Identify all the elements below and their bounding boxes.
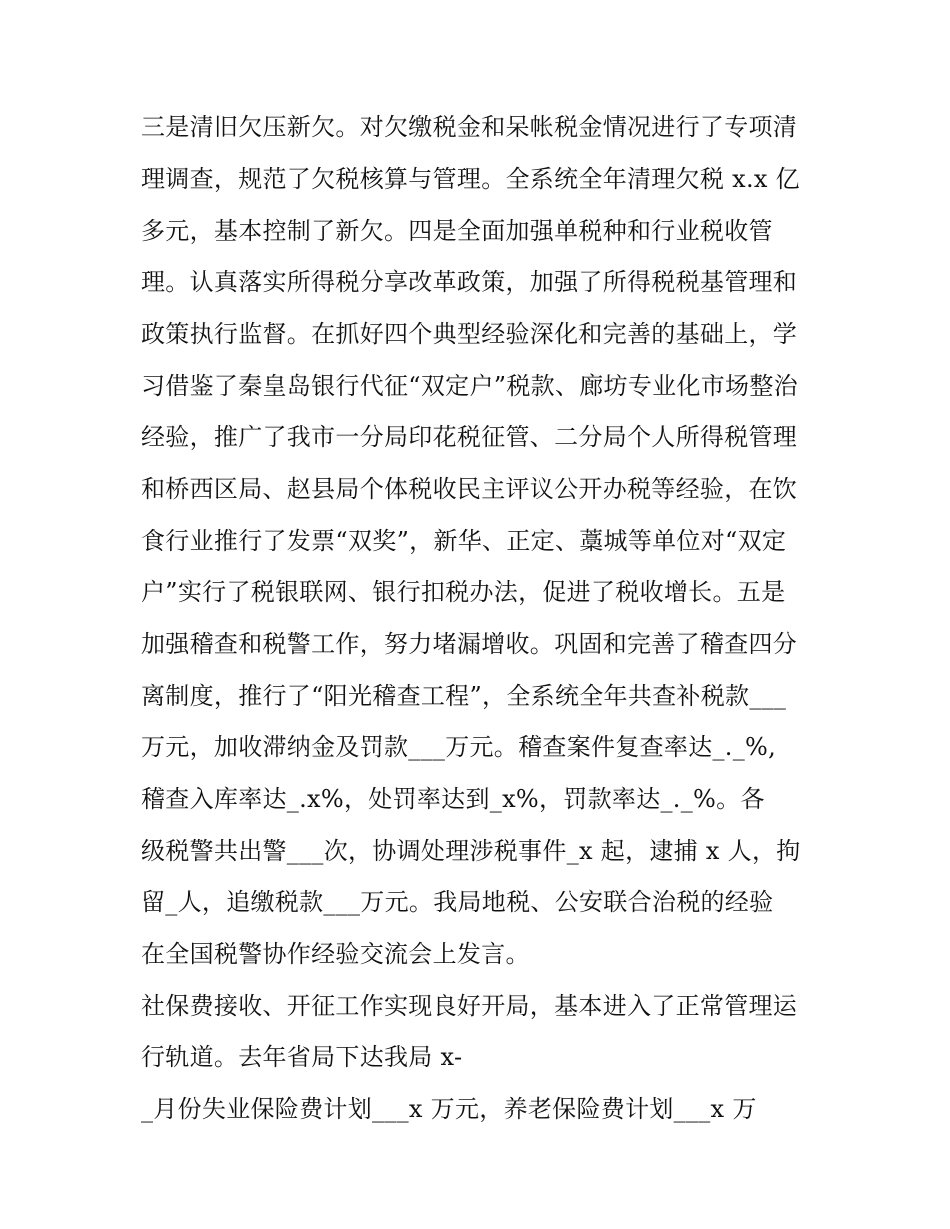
text-line: 经验，推广了我市一分局印花税征管、二分局个人所得税管理 — [141, 423, 798, 451]
text-line: 留_人，追缴税款___万元。我局地税、公安联合治税的经验 — [141, 888, 774, 916]
text-line: 在全国税警协作经验交流会上发言。 — [141, 940, 530, 968]
text-line: 理。认真落实所得税分享改革政策，加强了所得税税基管理和 — [141, 268, 798, 296]
text-line: 政策执行监督。在抓好四个典型经验深化和完善的基础上，学 — [141, 320, 798, 348]
text-line: 多元，基本控制了新欠。四是全面加强单税种和行业税收管 — [141, 217, 773, 245]
text-line: 食行业推行了发票“双奖”，新华、正定、藁城等单位对“双定 — [141, 527, 787, 555]
text-line: 稽查入库率达_.x%，处罚率达到_x%，罚款率达_._%。各 — [141, 785, 765, 813]
text-line: _月份失业保险费计划___x 万元，养老保险费计划___x 万 — [141, 1095, 757, 1123]
text-line: 级税警共出警___次，协调处理涉税事件_x 起，逮捕 x 人，拘 — [141, 837, 801, 865]
text-line: 户”实行了税银联网、银行扣税办法，促进了税收增长。五是 — [141, 578, 786, 606]
text-line: 和桥西区局、赵县局个体税收民主评议公开办税等经验，在饮 — [141, 475, 798, 503]
text-line: 三是清旧欠压新欠。对欠缴税金和呆帐税金情况进行了专项清 — [141, 113, 798, 141]
text-line: 理调查，规范了欠税核算与管理。全系统全年清理欠税 x.x 亿 — [141, 165, 800, 193]
text-line: 习借鉴了秦皇岛银行代征“双定户”税款、廊坊专业化市场整治 — [141, 372, 798, 400]
text-line: 万元，加收滞纳金及罚款___万元。稽查案件复查率达_._%, — [141, 733, 777, 761]
text-line: 行轨道。去年省局下达我局 x- — [141, 1043, 463, 1071]
text-line: 离制度，推行了“阳光稽查工程”，全系统全年共查补税款___ — [141, 682, 787, 710]
text-line: 社保费接收、开征工作实现良好开局，基本进入了正常管理运 — [141, 992, 798, 1020]
text-line: 加强稽查和税警工作，努力堵漏增收。巩固和完善了稽查四分 — [141, 630, 798, 658]
